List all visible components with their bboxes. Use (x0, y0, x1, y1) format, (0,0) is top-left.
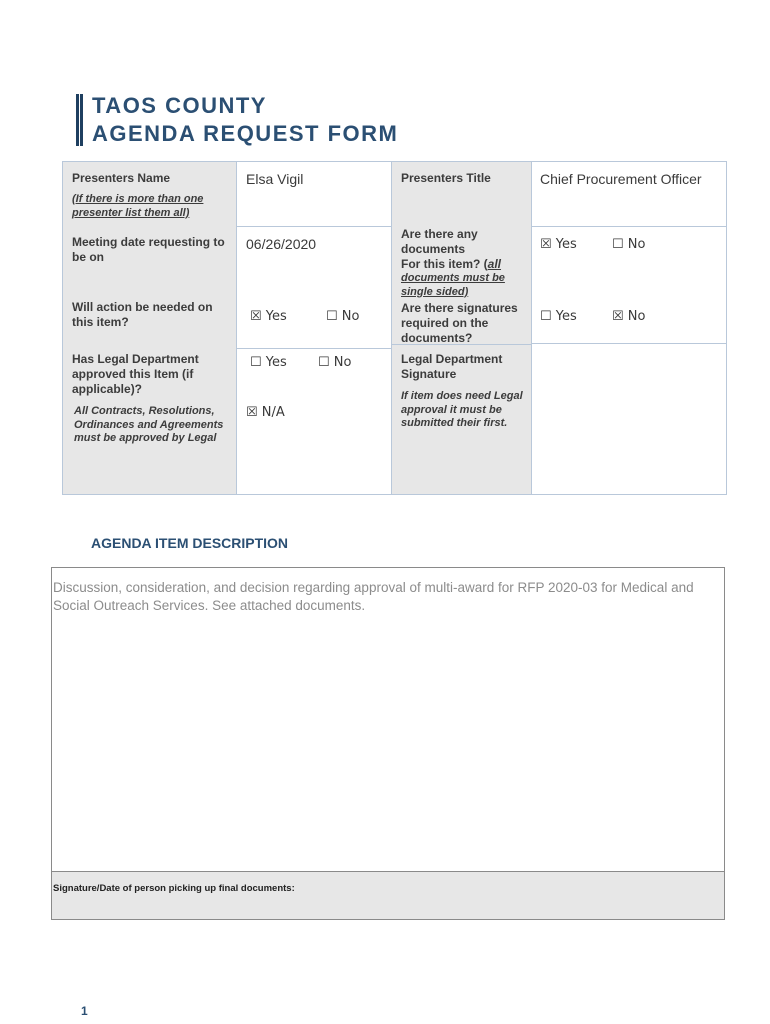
legal-approval-note: All Contracts, Resolutions, Ordinances and Agreements must be approved by Legal (74, 405, 224, 444)
title-county: TAOS COUNTY (92, 93, 267, 118)
presenters-name-note: (If there is more than one presenter list them all) (72, 193, 204, 219)
title-form-name: AGENDA REQUEST FORM (92, 121, 399, 146)
legal-no-checkbox[interactable]: ☐ No (318, 355, 352, 370)
documents-no-checkbox[interactable]: ☐ No (612, 237, 646, 252)
form-title (92, 92, 398, 148)
legal-yes-checkbox[interactable]: ☐ Yes (250, 355, 287, 370)
action-needed-label: Will action be needed on this item? (72, 300, 213, 329)
title-bar-decoration (76, 94, 83, 146)
pickup-signature-area[interactable] (52, 871, 724, 919)
page-number: 1 (81, 1004, 88, 1018)
meeting-date-field[interactable]: 06/26/2020 (246, 236, 317, 252)
legal-signature-field[interactable] (532, 344, 726, 494)
documents-question: Are there any documents For this item? (all documents must be single sided) (401, 227, 505, 298)
legal-signature-note: If item does need Legal approval it must be submitted their first. (401, 390, 523, 429)
request-table (62, 161, 727, 495)
presenters-name-field[interactable]: Elsa Vigil (246, 171, 304, 187)
signatures-yes-checkbox[interactable]: ☐ Yes (540, 309, 577, 324)
signatures-required-label: Are there signatures required on the documents? (401, 301, 518, 345)
meeting-date-label: Meeting date requesting to be on (72, 235, 225, 264)
presenters-name-label: Presenters Name (72, 171, 171, 185)
pickup-signature-label: Signature/Date of person picking up final documents: (53, 883, 295, 894)
presenters-title-label: Presenters Title (401, 171, 491, 185)
legal-approval-label: Has Legal Department approved this Item (if applicable)? (72, 352, 199, 396)
legal-signature-label: Legal Department Signature (401, 352, 503, 381)
action-no-checkbox[interactable]: ☐ No (326, 309, 360, 324)
action-yes-checkbox[interactable]: ☒ Yes (250, 309, 287, 324)
agenda-description-box[interactable] (51, 567, 725, 920)
signatures-no-checkbox[interactable]: ☒ No (612, 309, 646, 324)
agenda-description-text: Discussion, consideration, and decision regarding approval of multi-award for RFP 2020-03 for Medical and Social Outreach Services. See attached documents. (53, 580, 694, 613)
presenters-title-field[interactable]: Chief Procurement Officer (540, 171, 702, 187)
legal-na-checkbox[interactable]: ☒ N/A (246, 405, 285, 420)
agenda-description-heading: AGENDA ITEM DESCRIPTION (91, 535, 289, 551)
documents-yes-checkbox[interactable]: ☒ Yes (540, 237, 577, 252)
